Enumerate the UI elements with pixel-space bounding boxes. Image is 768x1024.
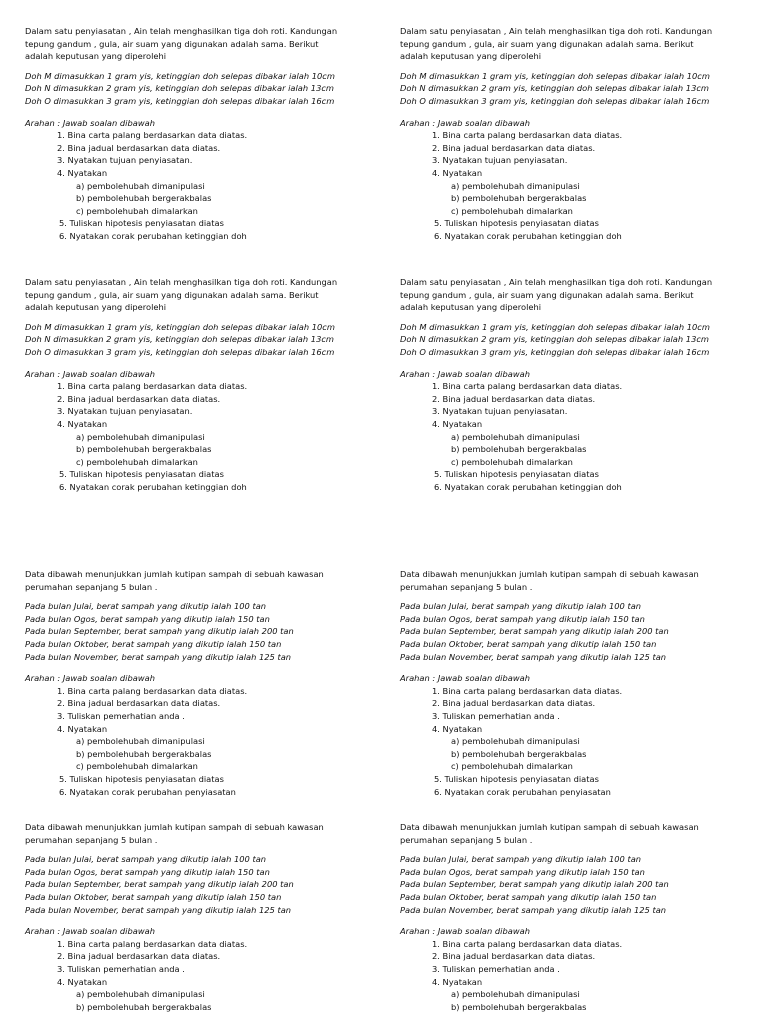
exercise-block — [400, 276, 762, 494]
exercise-block — [25, 568, 387, 798]
question-item: 3. Tuliskan pemerhatian anda . — [57, 710, 185, 721]
intro-paragraph — [25, 568, 387, 593]
data-line: Pada bulan Ogos, berat sampah yang dikutip ialah 150 tan — [25, 613, 270, 624]
question-item: 4. Nyatakan — [57, 418, 108, 429]
question-item: 5. Tuliskan hipotesis penyiasatan diatas — [434, 218, 599, 229]
data-list — [400, 853, 762, 916]
exercise-block — [400, 568, 762, 798]
sub-question-item: a) pembolehubah dimanipulasi — [451, 989, 580, 1000]
question-item: 4. Nyatakan — [432, 167, 483, 178]
intro-line: Data dibawah menunjukkan jumlah kutipan sampah di sebuah kawasan — [25, 569, 324, 579]
instructions-heading: Arahan : Jawab soalan dibawah — [25, 117, 155, 128]
question-item: 3. Tuliskan pemerhatian anda . — [432, 710, 560, 721]
data-list — [25, 70, 387, 108]
data-line: Pada bulan Oktober, berat sampah yang dikutip ialah 150 tan — [400, 891, 657, 902]
data-line: Pada bulan Julai, berat sampah yang dikutip ialah 100 tan — [25, 601, 267, 612]
instructions-heading: Arahan : Jawab soalan dibawah — [400, 673, 530, 684]
sub-question-item: c) pembolehubah dimalarkan — [76, 205, 198, 216]
sub-question-item: a) pembolehubah dimanipulasi — [76, 989, 205, 1000]
question-item: 2. Bina jadual berdasarkan data diatas. — [57, 951, 221, 962]
sub-question-item: a) pembolehubah dimanipulasi — [76, 736, 205, 747]
question-item: 2. Bina jadual berdasarkan data diatas. — [432, 142, 596, 153]
data-line: Doh M dimasukkan 1 gram yis, ketinggian doh selepas dibakar ialah 10cm — [400, 321, 710, 332]
instructions-heading: Arahan : Jawab soalan dibawah — [400, 926, 530, 937]
intro-line: adalah keputusan yang diperolehi — [25, 302, 167, 313]
intro-line: adalah keputusan yang diperolehi — [400, 302, 542, 313]
question-item: 4. Nyatakan — [432, 976, 483, 987]
instructions-heading: Arahan : Jawab soalan dibawah — [400, 117, 530, 128]
data-line: Doh N dimasukkan 2 gram yis, ketinggian doh selepas dibakar ialah 13cm — [25, 83, 334, 94]
question-item: 4. Nyatakan — [432, 418, 483, 429]
sub-question-item: a) pembolehubah dimanipulasi — [451, 180, 580, 191]
intro-line: tepung gandum , gula, air suam yang digunakan adalah sama. Berikut — [400, 38, 694, 49]
sub-question-item: b) pembolehubah bergerakbalas — [76, 1001, 212, 1012]
sub-question-item: c) pembolehubah dimalarkan — [451, 205, 573, 216]
question-item: 3. Tuliskan pemerhatian anda . — [57, 963, 185, 974]
question-item: 4. Nyatakan — [432, 723, 483, 734]
intro-line: Data dibawah menunjukkan jumlah kutipan sampah di sebuah kawasan — [400, 569, 699, 579]
intro-line: tepung gandum , gula, air suam yang digunakan adalah sama. Berikut — [25, 38, 319, 49]
data-line: Doh M dimasukkan 1 gram yis, ketinggian doh selepas dibakar ialah 10cm — [25, 70, 335, 81]
data-line: Pada bulan Oktober, berat sampah yang dikutip ialah 150 tan — [25, 891, 282, 902]
data-line: Pada bulan Ogos, berat sampah yang dikutip ialah 150 tan — [400, 613, 645, 624]
sub-question-item: b) pembolehubah bergerakbalas — [451, 193, 587, 204]
question-item: 3. Nyatakan tujuan penyiasatan. — [57, 406, 193, 417]
exercise-block — [400, 821, 762, 1013]
sub-question-item: a) pembolehubah dimanipulasi — [76, 180, 205, 191]
data-list — [25, 321, 387, 359]
intro-paragraph — [25, 25, 387, 63]
data-list — [400, 600, 762, 663]
question-item: 2. Bina jadual berdasarkan data diatas. — [57, 698, 221, 709]
question-item: 3. Nyatakan tujuan penyiasatan. — [432, 155, 568, 166]
question-item: 2. Bina jadual berdasarkan data diatas. — [432, 698, 596, 709]
question-item: 2. Bina jadual berdasarkan data diatas. — [57, 142, 221, 153]
intro-paragraph — [25, 276, 387, 314]
question-item: 3. Nyatakan tujuan penyiasatan. — [57, 155, 193, 166]
data-line: Doh O dimasukkan 3 gram yis, ketinggian doh selepas dibakar ialah 16cm — [25, 346, 335, 357]
data-line: Doh N dimasukkan 2 gram yis, ketinggian doh selepas dibakar ialah 13cm — [400, 334, 709, 345]
data-line: Pada bulan November, berat sampah yang dikutip ialah 125 tan — [25, 651, 292, 662]
data-list — [25, 600, 387, 663]
instructions-heading: Arahan : Jawab soalan dibawah — [25, 673, 155, 684]
question-item: 6. Nyatakan corak perubahan penyiasatan — [434, 786, 611, 797]
data-line: Doh O dimasukkan 3 gram yis, ketinggian doh selepas dibakar ialah 16cm — [400, 95, 710, 106]
question-item: 5. Tuliskan hipotesis penyiasatan diatas — [59, 218, 224, 229]
intro-line: adalah keputusan yang diperolehi — [400, 51, 542, 62]
data-list — [25, 853, 387, 916]
data-line: Doh M dimasukkan 1 gram yis, ketinggian doh selepas dibakar ialah 10cm — [400, 70, 710, 81]
data-line: Doh N dimasukkan 2 gram yis, ketinggian doh selepas dibakar ialah 13cm — [400, 83, 709, 94]
question-item: 1. Bina carta palang berdasarkan data diatas. — [57, 685, 248, 696]
intro-paragraph — [25, 821, 387, 846]
sub-question-item: a) pembolehubah dimanipulasi — [451, 431, 580, 442]
question-item: 4. Nyatakan — [57, 167, 108, 178]
question-item: 3. Tuliskan pemerhatian anda . — [432, 963, 560, 974]
question-item: 4. Nyatakan — [57, 723, 108, 734]
data-line: Pada bulan Julai, berat sampah yang dikutip ialah 100 tan — [400, 601, 642, 612]
intro-line: Dalam satu penyiasatan , Ain telah menghasilkan tiga doh roti. Kandungan — [25, 26, 338, 36]
instructions-heading: Arahan : Jawab soalan dibawah — [25, 926, 155, 937]
intro-line: Dalam satu penyiasatan , Ain telah menghasilkan tiga doh roti. Kandungan — [400, 26, 713, 36]
data-line: Pada bulan Oktober, berat sampah yang dikutip ialah 150 tan — [25, 638, 282, 649]
data-line: Pada bulan Julai, berat sampah yang dikutip ialah 100 tan — [25, 854, 267, 865]
question-item: 5. Tuliskan hipotesis penyiasatan diatas — [434, 469, 599, 480]
question-item: 1. Bina carta palang berdasarkan data diatas. — [57, 938, 248, 949]
instructions-heading: Arahan : Jawab soalan dibawah — [25, 368, 155, 379]
intro-line: tepung gandum , gula, air suam yang digunakan adalah sama. Berikut — [400, 289, 694, 300]
sub-question-item: b) pembolehubah bergerakbalas — [451, 748, 587, 759]
intro-paragraph — [400, 276, 762, 314]
intro-line: perumahan sepanjang 5 bulan . — [400, 581, 533, 592]
question-item: 6. Nyatakan corak perubahan ketinggian doh — [59, 230, 247, 241]
intro-paragraph — [400, 568, 762, 593]
data-line: Pada bulan Ogos, berat sampah yang dikutip ialah 150 tan — [25, 866, 270, 877]
question-item: 6. Nyatakan corak perubahan penyiasatan — [59, 786, 236, 797]
data-line: Pada bulan September, berat sampah yang dikutip ialah 200 tan — [25, 879, 294, 890]
exercise-block — [25, 25, 387, 243]
exercise-block — [400, 25, 762, 243]
data-line: Pada bulan September, berat sampah yang dikutip ialah 200 tan — [25, 626, 294, 637]
question-item: 1. Bina carta palang berdasarkan data diatas. — [432, 938, 623, 949]
sub-question-item: c) pembolehubah dimalarkan — [76, 761, 198, 772]
question-item: 1. Bina carta palang berdasarkan data diatas. — [57, 130, 248, 141]
sub-question-item: c) pembolehubah dimalarkan — [451, 761, 573, 772]
intro-line: Data dibawah menunjukkan jumlah kutipan sampah di sebuah kawasan — [25, 822, 324, 832]
sub-question-item: a) pembolehubah dimanipulasi — [451, 736, 580, 747]
data-line: Pada bulan September, berat sampah yang dikutip ialah 200 tan — [400, 879, 669, 890]
intro-line: Dalam satu penyiasatan , Ain telah menghasilkan tiga doh roti. Kandungan — [400, 277, 713, 287]
sub-question-item: c) pembolehubah dimalarkan — [451, 456, 573, 467]
question-item: 1. Bina carta palang berdasarkan data diatas. — [57, 381, 248, 392]
intro-paragraph — [400, 821, 762, 846]
data-line: Doh M dimasukkan 1 gram yis, ketinggian doh selepas dibakar ialah 10cm — [25, 321, 335, 332]
data-list — [400, 70, 762, 108]
data-list — [400, 321, 762, 359]
intro-line: perumahan sepanjang 5 bulan . — [25, 834, 158, 845]
intro-line: Dalam satu penyiasatan , Ain telah menghasilkan tiga doh roti. Kandungan — [25, 277, 338, 287]
data-line: Pada bulan November, berat sampah yang dikutip ialah 125 tan — [400, 651, 667, 662]
intro-line: perumahan sepanjang 5 bulan . — [400, 834, 533, 845]
question-item: 5. Tuliskan hipotesis penyiasatan diatas — [434, 773, 599, 784]
sub-question-item: a) pembolehubah dimanipulasi — [76, 431, 205, 442]
intro-line: tepung gandum , gula, air suam yang digunakan adalah sama. Berikut — [25, 289, 319, 300]
sub-question-item: c) pembolehubah dimalarkan — [76, 456, 198, 467]
exercise-block — [25, 821, 387, 1013]
data-line: Pada bulan November, berat sampah yang dikutip ialah 125 tan — [25, 904, 292, 915]
intro-line: adalah keputusan yang diperolehi — [25, 51, 167, 62]
sub-question-item: b) pembolehubah bergerakbalas — [76, 444, 212, 455]
sub-question-item: b) pembolehubah bergerakbalas — [451, 1001, 587, 1012]
question-item: 3. Nyatakan tujuan penyiasatan. — [432, 406, 568, 417]
question-item: 4. Nyatakan — [57, 976, 108, 987]
instructions-heading: Arahan : Jawab soalan dibawah — [400, 368, 530, 379]
sub-question-item: b) pembolehubah bergerakbalas — [76, 748, 212, 759]
data-line: Pada bulan Julai, berat sampah yang dikutip ialah 100 tan — [400, 854, 642, 865]
question-item: 1. Bina carta palang berdasarkan data diatas. — [432, 685, 623, 696]
data-line: Doh O dimasukkan 3 gram yis, ketinggian doh selepas dibakar ialah 16cm — [25, 95, 335, 106]
data-line: Doh O dimasukkan 3 gram yis, ketinggian doh selepas dibakar ialah 16cm — [400, 346, 710, 357]
intro-line: Data dibawah menunjukkan jumlah kutipan sampah di sebuah kawasan — [400, 822, 699, 832]
question-item: 6. Nyatakan corak perubahan ketinggian doh — [434, 230, 622, 241]
data-line: Pada bulan Ogos, berat sampah yang dikutip ialah 150 tan — [400, 866, 645, 877]
question-item: 2. Bina jadual berdasarkan data diatas. — [57, 393, 221, 404]
sub-question-item: b) pembolehubah bergerakbalas — [76, 193, 212, 204]
question-item: 1. Bina carta palang berdasarkan data diatas. — [432, 130, 623, 141]
question-item: 1. Bina carta palang berdasarkan data diatas. — [432, 381, 623, 392]
question-item: 2. Bina jadual berdasarkan data diatas. — [432, 951, 596, 962]
question-item: 2. Bina jadual berdasarkan data diatas. — [432, 393, 596, 404]
data-line: Pada bulan September, berat sampah yang dikutip ialah 200 tan — [400, 626, 669, 637]
sub-question-item: b) pembolehubah bergerakbalas — [451, 444, 587, 455]
question-item: 6. Nyatakan corak perubahan ketinggian doh — [434, 481, 622, 492]
question-item: 6. Nyatakan corak perubahan ketinggian doh — [59, 481, 247, 492]
data-line: Pada bulan November, berat sampah yang dikutip ialah 125 tan — [400, 904, 667, 915]
intro-paragraph — [400, 25, 762, 63]
data-line: Doh N dimasukkan 2 gram yis, ketinggian doh selepas dibakar ialah 13cm — [25, 334, 334, 345]
question-item: 5. Tuliskan hipotesis penyiasatan diatas — [59, 773, 224, 784]
exercise-block — [25, 276, 387, 494]
question-item: 5. Tuliskan hipotesis penyiasatan diatas — [59, 469, 224, 480]
intro-line: perumahan sepanjang 5 bulan . — [25, 581, 158, 592]
data-line: Pada bulan Oktober, berat sampah yang dikutip ialah 150 tan — [400, 638, 657, 649]
